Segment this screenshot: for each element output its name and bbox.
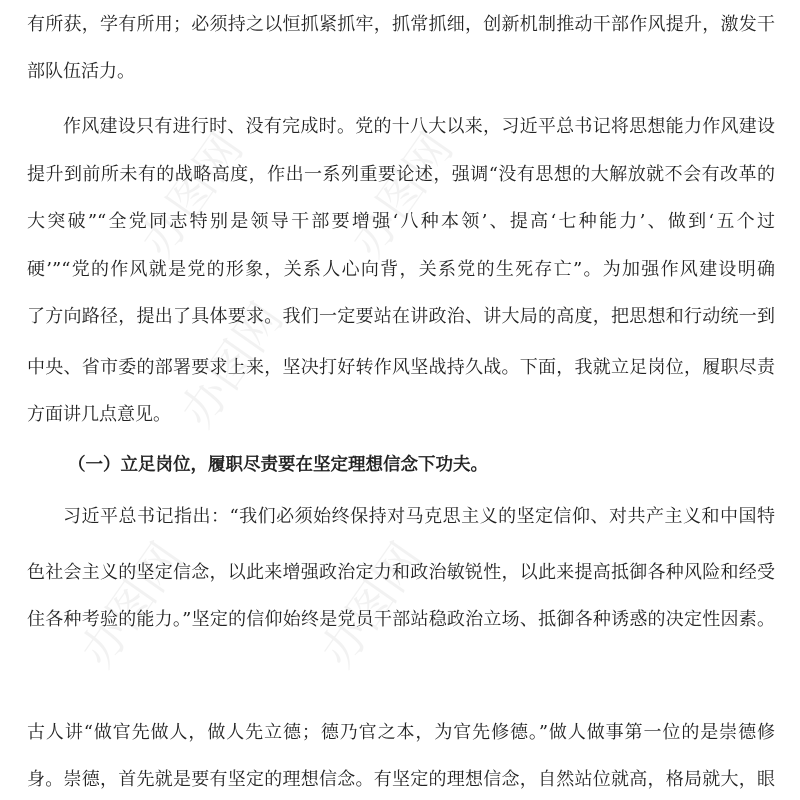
- paragraph-line: 住各种考验的能力。”坚定的信仰始终是党员干部站稳政治立场、抵御各种诱惑的决定性因素。: [27, 609, 775, 630]
- paragraph-line: 了方向路径，提出了具体要求。我们一定要站在讲政治、讲大局的高度，把思想和行动统一到: [27, 306, 775, 327]
- section-heading: （一）立足岗位，履职尽责要在坚定理想信念下功夫。: [68, 455, 488, 475]
- paragraph-line: 部队伍活力。: [27, 61, 135, 82]
- paragraph-line: 硬’”“党的作风就是党的形象，关系人心向背，关系党的生死存亡”。为加强作风建设明确: [27, 259, 775, 280]
- paragraph-line: 身。崇德，首先就是要有坚定的理想信念。有坚定的理想信念，自然站位就高，格局就大，眼: [27, 769, 775, 790]
- watermark: 办图网: [69, 532, 194, 677]
- paragraph-line: 古人讲“做官先做人，做人先立德；德乃官之本，为官先修德。”做人做事第一位的是崇德修: [27, 722, 775, 743]
- watermark: 办图网: [339, 122, 464, 267]
- paragraph-line: 方面讲几点意见。: [27, 404, 171, 425]
- paragraph-line: 习近平总书记指出：“我们必须始终保持对马克思主义的坚定信仰、对共产主义和中国特: [63, 506, 775, 527]
- paragraph-line: 色社会主义的坚定信念，以此来增强政治定力和政治敏锐性，以此来提高抵御各种风险和经受: [27, 562, 775, 583]
- paragraph-line: 大突破”“全党同志特别是领导干部要增强‘八种本领’、提高‘七种能力’、做到‘五个过: [27, 211, 775, 232]
- paragraph-line: 作风建设只有进行时、没有完成时。党的十八大以来，习近平总书记将思想能力作风建设: [63, 116, 775, 137]
- watermark: 办图网: [169, 292, 294, 437]
- watermark: 办图网: [309, 532, 434, 677]
- paragraph-line: 中央、省市委的部署要求上来，坚决打好转作风坚战持久战。下面，我就立足岗位，履职尽责: [27, 357, 775, 378]
- paragraph-line: 有所获，学有所用；必须持之以恒抓紧抓牢，抓常抓细，创新机制推动干部作风提升，激发干: [27, 14, 775, 35]
- paragraph-line: 提升到前所未有的战略高度，作出一系列重要论述，强调“没有思想的大解放就不会有改革的: [27, 164, 775, 185]
- watermark: 办图网: [129, 122, 254, 267]
